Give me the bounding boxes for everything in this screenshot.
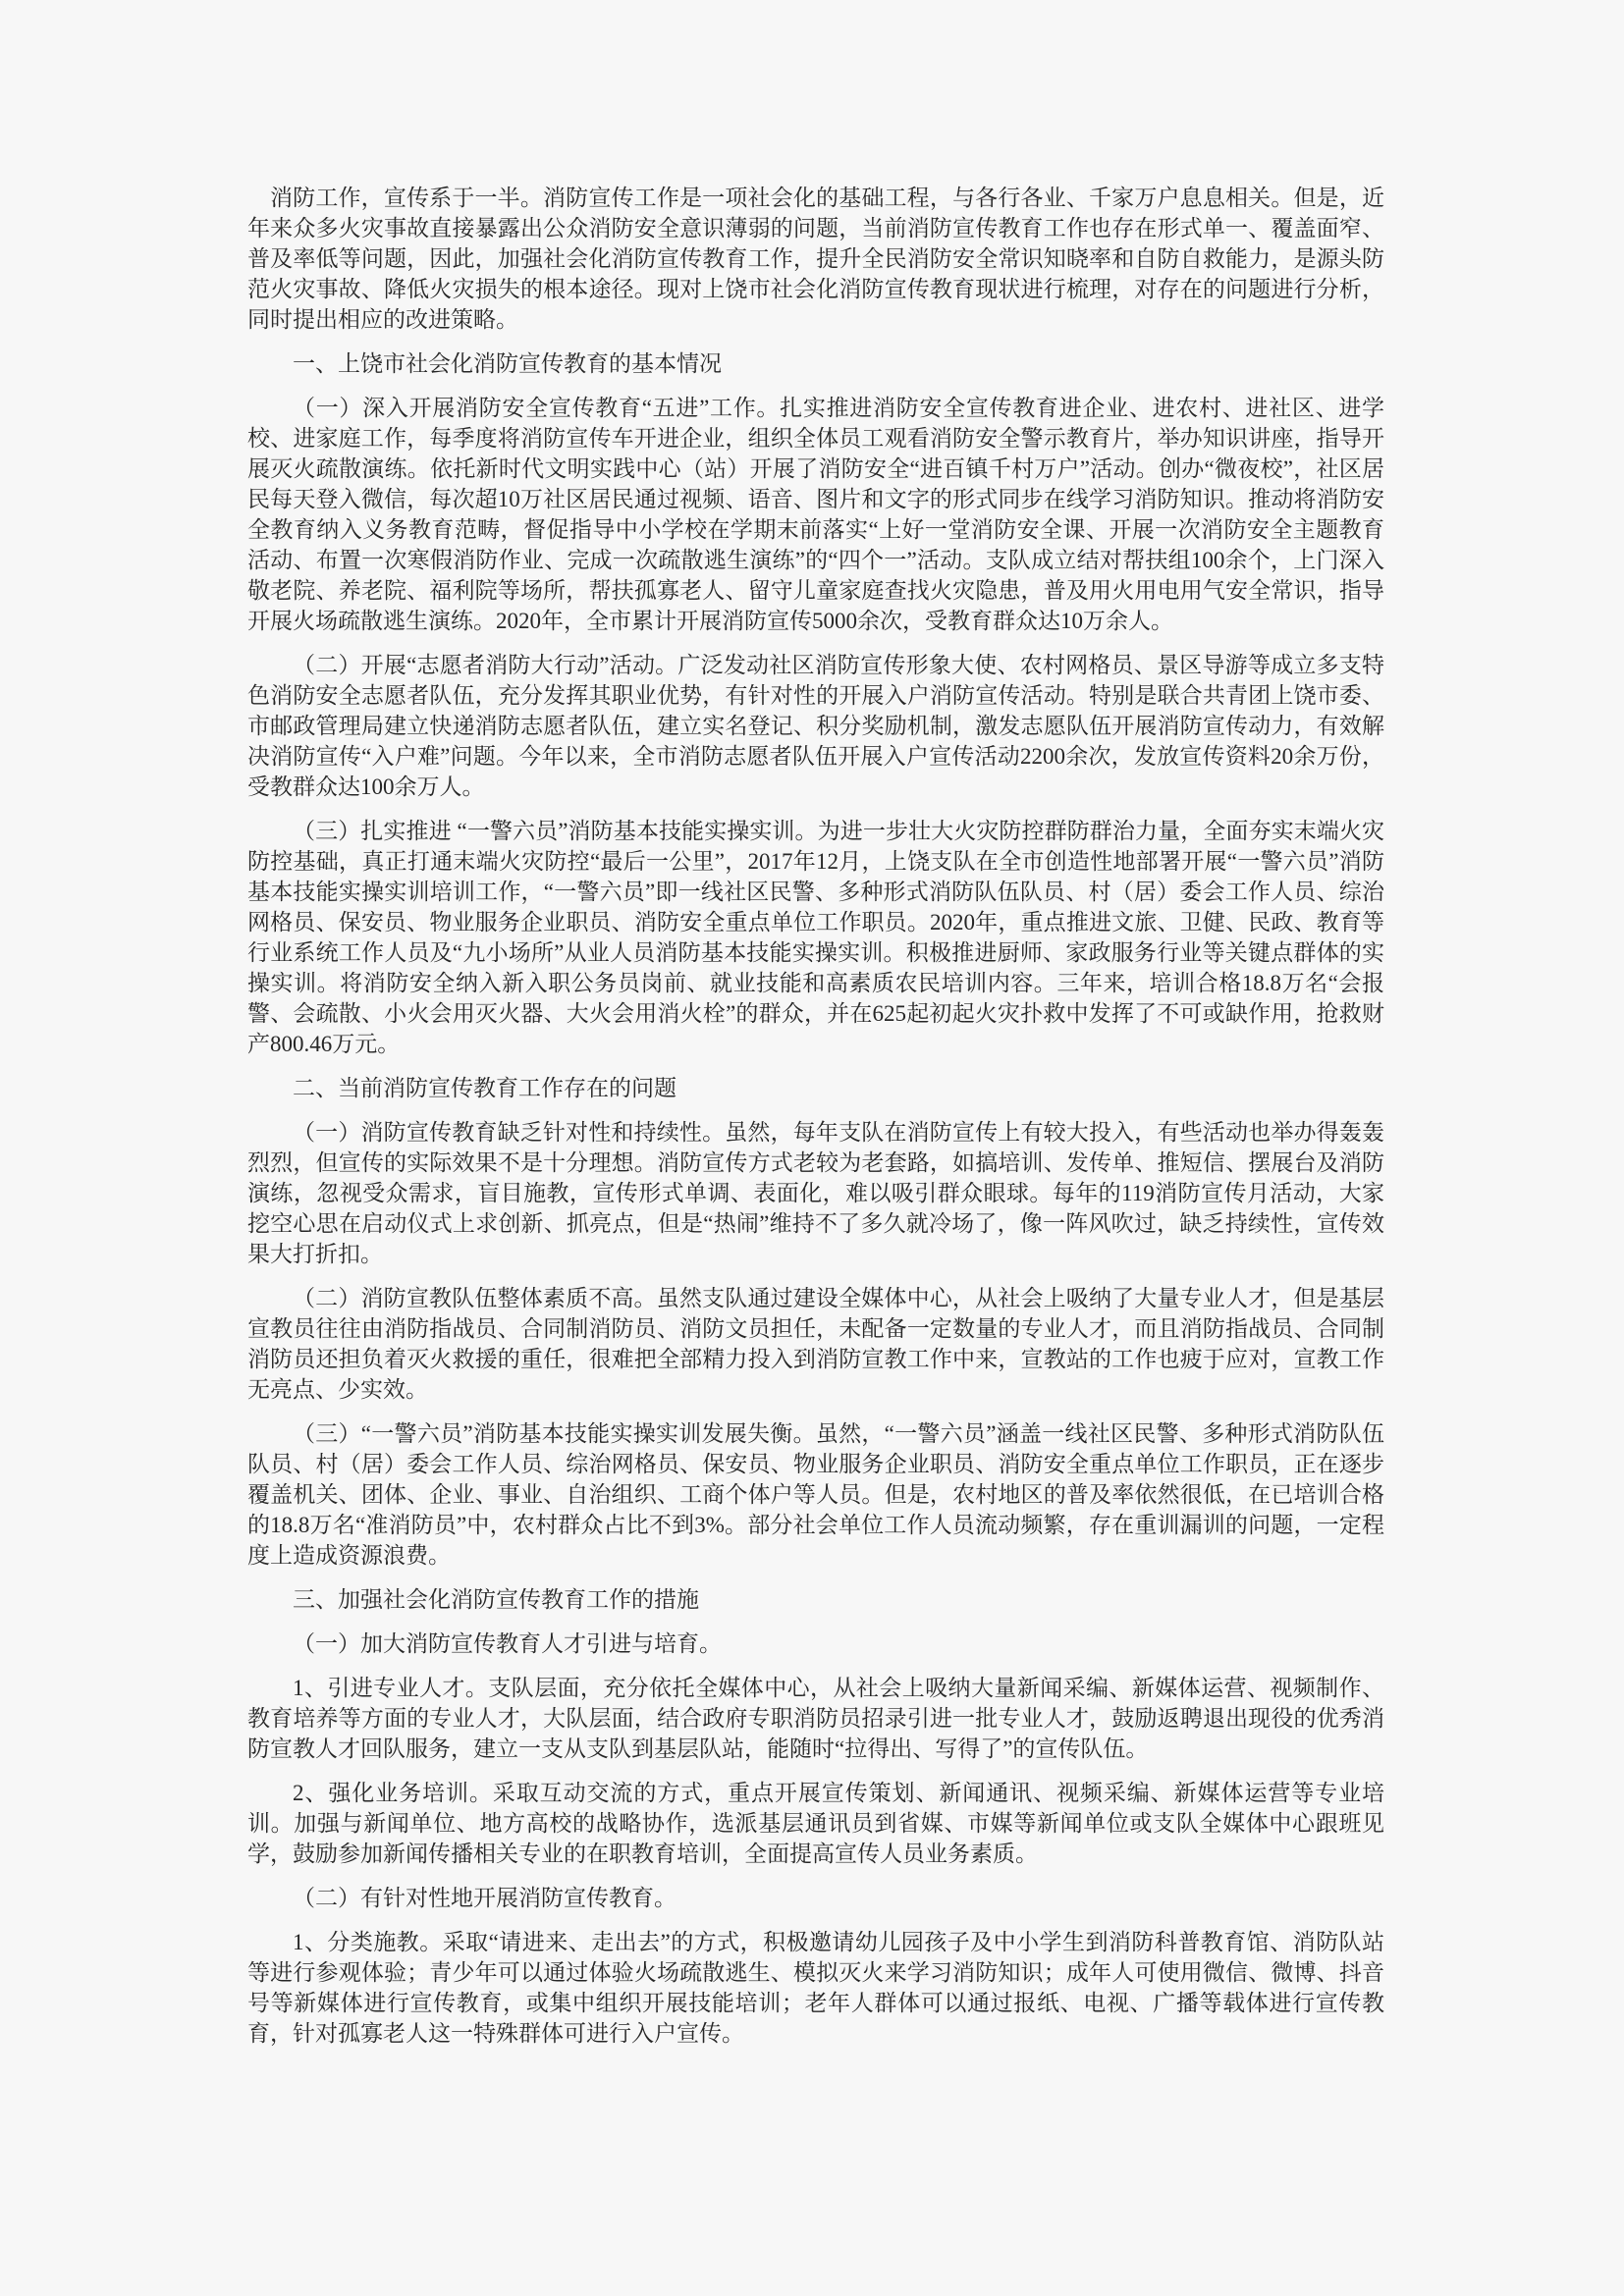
document-body — [247, 183, 1384, 2062]
section-3-item-1-point-1: 1、引进专业人才。支队层面，充分依托全媒体中心，从社会上吸纳大量新闻采编、新媒体运营、视频制作、教育培养等方面的专业人才，大队层面，结合政府专职消防员招录引进一批专业人才，鼓励返聘退出现役的优秀消防宣教人才回队服务，建立一支从支队到基层队站，能随时“拉得出、写得了”的宣传队伍。 — [247, 1676, 1384, 1761]
section-1-item-3: （三）扎实推进 “一警六员”消防基本技能实操实训。为进一步壮大火灾防控群防群治力量，全面夯实末端火灾防控基础，真正打通末端火灾防控“最后一公里”，2017年12月，上饶支队在全市创造性地部署开展“一警六员”消防基本技能实操实训培训工作，“一警六员”即一线社区民警、多种形式消防队伍队员、村（居）委会工作人员、综治网格员、保安员、物业服务企业职员、消防安全重点单位工作职员。2020年，重点推进文旅、卫健、民政、教育等行业系统工作人员及“九小场所”从业人员消防基本技能实操实训。积极推进厨师、家政服务行业等关键点群体的实操实训。将消防安全纳入新入职公务员岗前、就业技能和高素质农民培训内容。三年来，培训合格18.8万名“会报警、会疏散、小火会用灭火器、大火会用消火栓”的群众，并在625起初起火灾扑救中发挥了不可或缺作用，抢救财产800.46万元。 — [247, 819, 1384, 1056]
intro-paragraph: 消防工作，宣传系于一半。消防宣传工作是一项社会化的基础工程，与各行各业、千家万户息息相关。但是，近年来众多火灾事故直接暴露出公众消防安全意识薄弱的问题，当前消防宣传教育工作也存在形式单一、覆盖面窄、普及率低等问题，因此，加强社会化消防宣传教育工作，提升全民消防安全常识知晓率和自防自救能力，是源头防范火灾事故、降低火灾损失的根本途径。现对上饶市社会化消防宣传教育现状进行梳理，对存在的问题进行分析，同时提出相应的改进策略。 — [247, 186, 1384, 332]
section-3-item-1-heading: （一）加大消防宣传教育人才引进与培育。 — [293, 1631, 722, 1656]
section-1-heading: 一、上饶市社会化消防宣传教育的基本情况 — [293, 351, 722, 376]
section-2-item-3: （三）“一警六员”消防基本技能实操实训发展失衡。虽然，“一警六员”涵盖一线社区民警、多种形式消防队伍队员、村（居）委会工作人员、综治网格员、保安员、物业服务企业职员、消防安全重点单位工作职员，正在逐步覆盖机关、团体、企业、事业、自治组织、工商个体户等人员。但是，农村地区的普及率依然很低，在已培训合格的18.8万名“准消防员”中，农村群众占比不到3%。部分社会单位工作人员流动频繁，存在重训漏训的问题，一定程度上造成资源浪费。 — [247, 1421, 1384, 1568]
section-2-item-1: （一）消防宣传教育缺乏针对性和持续性。虽然，每年支队在消防宣传上有较大投入，有些活动也举办得轰轰烈烈，但宣传的实际效果不是十分理想。消防宣传方式老较为老套路，如搞培训、发传单、推短信、摆展台及消防演练，忽视受众需求，盲目施教，宣传形式单调、表面化，难以吸引群众眼球。每年的119消防宣传月活动，大家挖空心思在启动仪式上求创新、抓亮点，但是“热闹”维持不了多久就冷场了，像一阵风吹过，缺乏持续性，宣传效果大打折扣。 — [247, 1120, 1384, 1266]
section-3-item-2-point-1: 1、分类施教。采取“请进来、走出去”的方式，积极邀请幼儿园孩子及中小学生到消防科普教育馆、消防队站等进行参观体验；青少年可以通过体验火场疏散逃生、模拟灭火来学习消防知识；成年人可使用微信、微博、抖音号等新媒体进行宣传教育，或集中组织开展技能培训；老年人群体可以通过报纸、电视、广播等载体进行宣传教育，针对孤寡老人这一特殊群体可进行入户宣传。 — [247, 1930, 1384, 2046]
section-3-item-2-heading: （二）有针对性地开展消防宣传教育。 — [293, 1886, 677, 1910]
section-2-heading: 二、当前消防宣传教育工作存在的问题 — [293, 1076, 677, 1100]
section-3-item-1-point-2: 2、强化业务培训。采取互动交流的方式，重点开展宣传策划、新闻通讯、视频采编、新媒体运营等专业培训。加强与新闻单位、地方高校的战略协作，选派基层通讯员到省媒、市媒等新闻单位或支队全媒体中心跟班见学，鼓励参加新闻传播相关专业的在职教育培训，全面提高宣传人员业务素质。 — [247, 1781, 1384, 1866]
section-2-item-2: （二）消防宣教队伍整体素质不高。虽然支队通过建设全媒体中心，从社会上吸纳了大量专业人才，但是基层宣教员往往由消防指战员、合同制消防员、消防文员担任，未配备一定数量的专业人才，而且消防指战员、合同制消防员还担负着灭火救援的重任，很难把全部精力投入到消防宣教工作中来，宣教站的工作也疲于应对，宣教工作无亮点、少实效。 — [247, 1286, 1384, 1402]
section-1-item-2: （二）开展“志愿者消防大行动”活动。广泛发动社区消防宣传形象大使、农村网格员、景区导游等成立多支特色消防安全志愿者队伍，充分发挥其职业优势，有针对性的开展入户消防宣传活动。特别是联合共青团上饶市委、市邮政管理局建立快递消防志愿者队伍，建立实名登记、积分奖励机制，激发志愿队伍开展消防宣传动力，有效解决消防宣传“入户难”问题。今年以来，全市消防志愿者队伍开展入户宣传活动2200余次，发放宣传资料20余万份，受教群众达100余万人。 — [247, 653, 1384, 799]
section-1-item-1: （一）深入开展消防安全宣传教育“五进”工作。扎实推进消防安全宣传教育进企业、进农村、进社区、进学校、进家庭工作，每季度将消防宣传车开进企业，组织全体员工观看消防安全警示教育片，举办知识讲座，指导开展灭火疏散演练。依托新时代文明实践中心（站）开展了消防安全“进百镇千村万户”活动。创办“微夜校”，社区居民每天登入微信，每次超10万社区居民通过视频、语音、图片和文字的形式同步在线学习消防知识。推动将消防安全教育纳入义务教育范畴，督促指导中小学校在学期末前落实“上好一堂消防安全课、开展一次消防安全主题教育活动、布置一次寒假消防作业、完成一次疏散逃生演练”的“四个一”活动。支队成立结对帮扶组100余个，上门深入敬老院、养老院、福利院等场所，帮扶孤寡老人、留守儿童家庭查找火灾隐患，普及用火用电用气安全常识，指导开展火场疏散逃生演练。2020年，全市累计开展消防宣传5000余次，受教育群众达10万余人。 — [247, 396, 1384, 633]
section-3-heading: 三、加强社会化消防宣传教育工作的措施 — [293, 1587, 699, 1612]
